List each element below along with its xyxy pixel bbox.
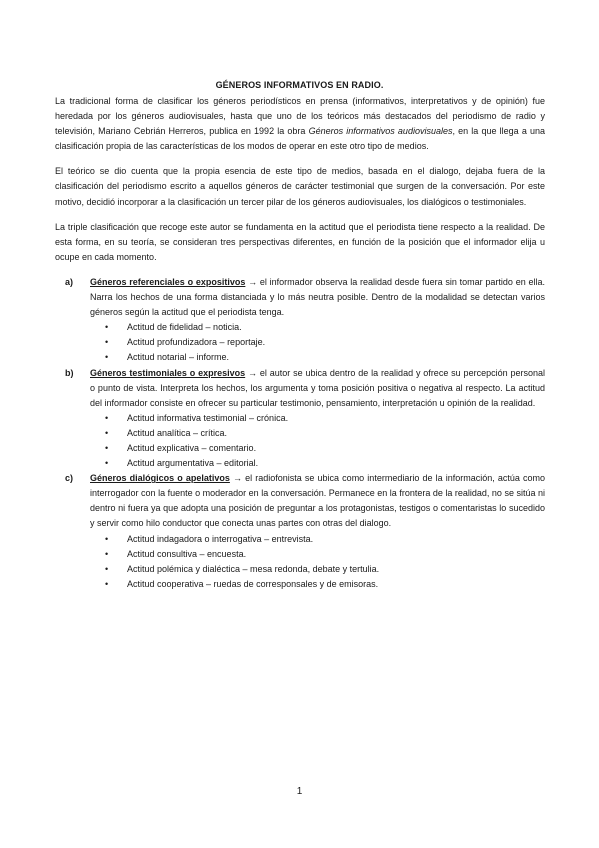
paragraph-theory: El teórico se dio cuenta que la propia esencia de este tipo de medios, basada en el dialogo, dejaba fuera de la clasificación del periodismo escrito a aquellos géneros de carácter testimonial que surgen de la conversación. Por este motivo, decidió incorporar a la clasificación un tercer pilar de los géneros audiovisuales, los dialógicos o testimoniales. [55, 166, 545, 207]
item-heading: Géneros referenciales o expositivos [90, 276, 246, 287]
bullet-icon: • [105, 412, 109, 423]
bullet-icon: • [105, 352, 109, 363]
sub-list [90, 532, 545, 592]
arrow-icon: → [233, 473, 243, 484]
bullet-icon: • [105, 548, 109, 559]
genre-item-dialogicos [55, 471, 545, 592]
item-text: el autor se ubica dentro de la realidad y ofrece su percepción personal o punto de vista. Interpreta los hechos, los argumenta y toma posición positiva o negativa al respecto. La actitud del informador consiste en ofrecer su particular testimonio, pensamiento, interpretación u opinión de la realidad. [90, 367, 545, 408]
paragraph-classification: La triple clasificación que recoge este autor se fundamenta en la actitud que el periodista tiene respecto a la realidad. De esta forma, en su teoría, se consideran tres perspectivas diferentes, en función de la posición que el informador elija u ocupe en cada momento. [55, 221, 545, 262]
page-number: 1 [296, 786, 303, 797]
bullet-icon: • [105, 322, 109, 333]
genre-item-referenciales [55, 275, 545, 366]
paragraph-intro-text: La tradicional forma de clasificar los géneros periodísticos en prensa (informativos, interpretativos y de opinión) fue heredada por los géneros audiovisuales, hasta que uno de los teóricos más destacados del periodismo de radio y televisión, Mariano Cebrián Herreros, publica en 1992 la obra [55, 96, 545, 137]
item-letter: c) [65, 473, 74, 484]
document-body [55, 94, 545, 592]
sub-item: • Actitud explicativa – comentario. [90, 441, 545, 456]
sub-item: • Actitud indagadora o interrogativa – entrevista. [90, 532, 545, 547]
item-text: el informador observa la realidad desde fuera sin tomar partido en ella. Narra los hechos de una forma distanciada y lo más neutra posible. Dentro de la modalidad se detectan varios géneros según la actitud que el periodista tenga. [90, 276, 545, 318]
paragraph-intro [55, 94, 545, 154]
item-heading: Géneros dialógicos o apelativos [90, 473, 230, 484]
sub-item: • Actitud de fidelidad – noticia. [90, 320, 545, 335]
bullet-icon: • [105, 533, 109, 544]
document-title: GÉNEROS INFORMATIVOS EN RADIO. [215, 80, 384, 90]
item-heading: Géneros testimoniales o expresivos [90, 367, 246, 378]
bullet-icon: • [105, 563, 109, 574]
sub-item: • Actitud profundizadora – reportaje. [90, 335, 545, 350]
sub-item: • Actitud cooperativa – ruedas de corresponsales y de emisoras. [90, 577, 545, 592]
item-letter: b) [65, 367, 74, 378]
paragraph-intro-text-end: , en la que llega a una clasificación propia de las características de los modos de operar en este otro tipo de medios. [55, 126, 545, 152]
item-text: el radiofonista se ubica como intermediario de la información, actúa como interrogador con la fuente o moderador en la conversación. Permanece en la frontera de la realidad, no se sitúa ni dentro ni fuera ya que adopta una posición de preguntar a los protagonistas, testigos o comentaristas lo sucedido y servir como hilo conductor que conecta unas partes con otras del dialogo. [90, 473, 545, 529]
sub-item: • Actitud polémica y dialéctica – mesa redonda, debate y tertulia. [90, 562, 545, 577]
book-title: Géneros informativos audiovisuales [308, 126, 453, 137]
bullet-icon: • [105, 458, 109, 469]
genre-item-testimoniales [55, 366, 545, 472]
bullet-icon: • [105, 578, 109, 589]
sub-item: • Actitud notarial – informe. [90, 350, 545, 365]
sub-list [90, 320, 545, 365]
sub-item: • Actitud consultiva – encuesta. [90, 547, 545, 562]
sub-list [90, 411, 545, 471]
bullet-icon: • [105, 427, 109, 438]
sub-item: • Actitud argumentativa – editorial. [90, 456, 545, 471]
genre-list [55, 275, 545, 592]
arrow-icon: → [248, 367, 258, 378]
sub-item: • Actitud informativa testimonial – crónica. [90, 411, 545, 426]
item-letter: a) [65, 276, 74, 287]
sub-item: • Actitud analítica – crítica. [90, 426, 545, 441]
bullet-icon: • [105, 337, 109, 348]
bullet-icon: • [105, 442, 109, 453]
arrow-icon: → [248, 276, 258, 287]
